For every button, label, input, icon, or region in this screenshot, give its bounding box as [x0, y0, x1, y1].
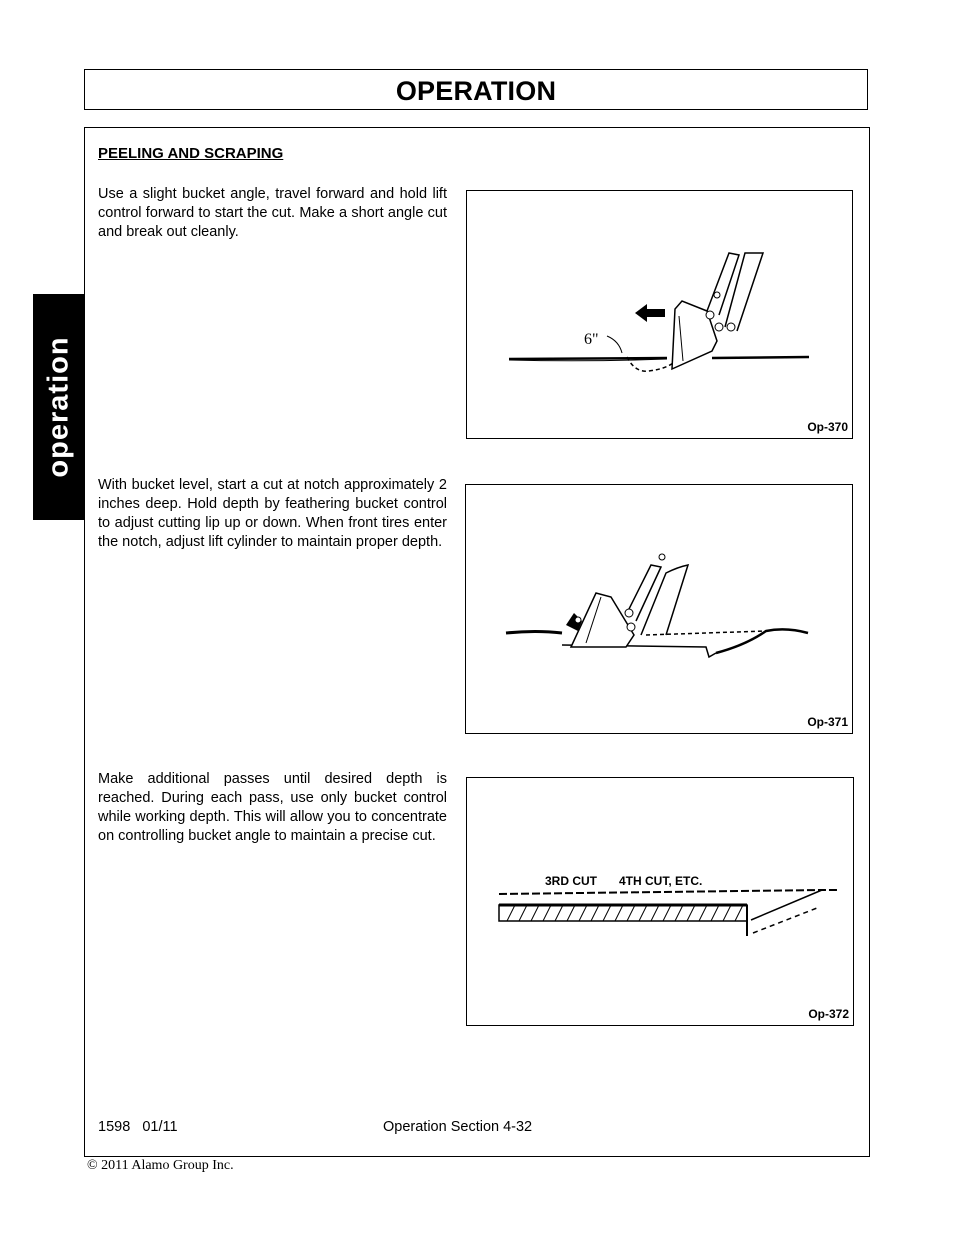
step-2-text: With bucket level, start a cut at notch approximately 2 inches deep. Hold depth by feathering bucket control to adjust cutting lip up or down. When front tires enter the notch, adjust lift cylinder to maintain proper depth.	[98, 477, 447, 550]
section-heading: PEELING AND SCRAPING	[98, 145, 284, 162]
figure-op-370-illustration	[467, 191, 854, 440]
figure-op-372-illustration	[467, 778, 855, 1027]
figure-op-371-illustration	[466, 485, 854, 735]
figure-id-op-371: Op-371	[807, 715, 848, 729]
step-3-text: Make additional passes until desired depth is reached. During each pass, use only bucket control while working depth. This will allow you to concentrate on controlling bucket angle to maintain a precise cut.	[98, 771, 447, 844]
page-title: OPERATION	[395, 76, 557, 106]
figure-id-op-372: Op-372	[808, 1007, 849, 1021]
copyright: © 2011 Alamo Group Inc.	[87, 1158, 234, 1173]
footer-doc-number: 1598 01/11	[98, 1119, 178, 1135]
cut-label-3rd: 3RD CUT	[545, 874, 598, 888]
figure-op-372	[466, 777, 854, 1026]
cut-label-4th: 4TH CUT, ETC.	[619, 874, 703, 888]
figure-op-371	[465, 484, 853, 734]
side-tab-label: operation	[42, 336, 74, 478]
depth-annotation: 6"	[584, 331, 599, 348]
footer-section: Operation Section 4-32	[383, 1119, 533, 1135]
page-header	[84, 69, 868, 110]
figure-op-370	[466, 190, 853, 439]
step-1-text: Use a slight bucket angle, travel forward and hold lift control forward to start the cut. Make a short angle cut and break out cleanly.	[98, 186, 447, 240]
figure-id-op-370: Op-370	[807, 420, 848, 434]
side-tab	[33, 294, 84, 520]
